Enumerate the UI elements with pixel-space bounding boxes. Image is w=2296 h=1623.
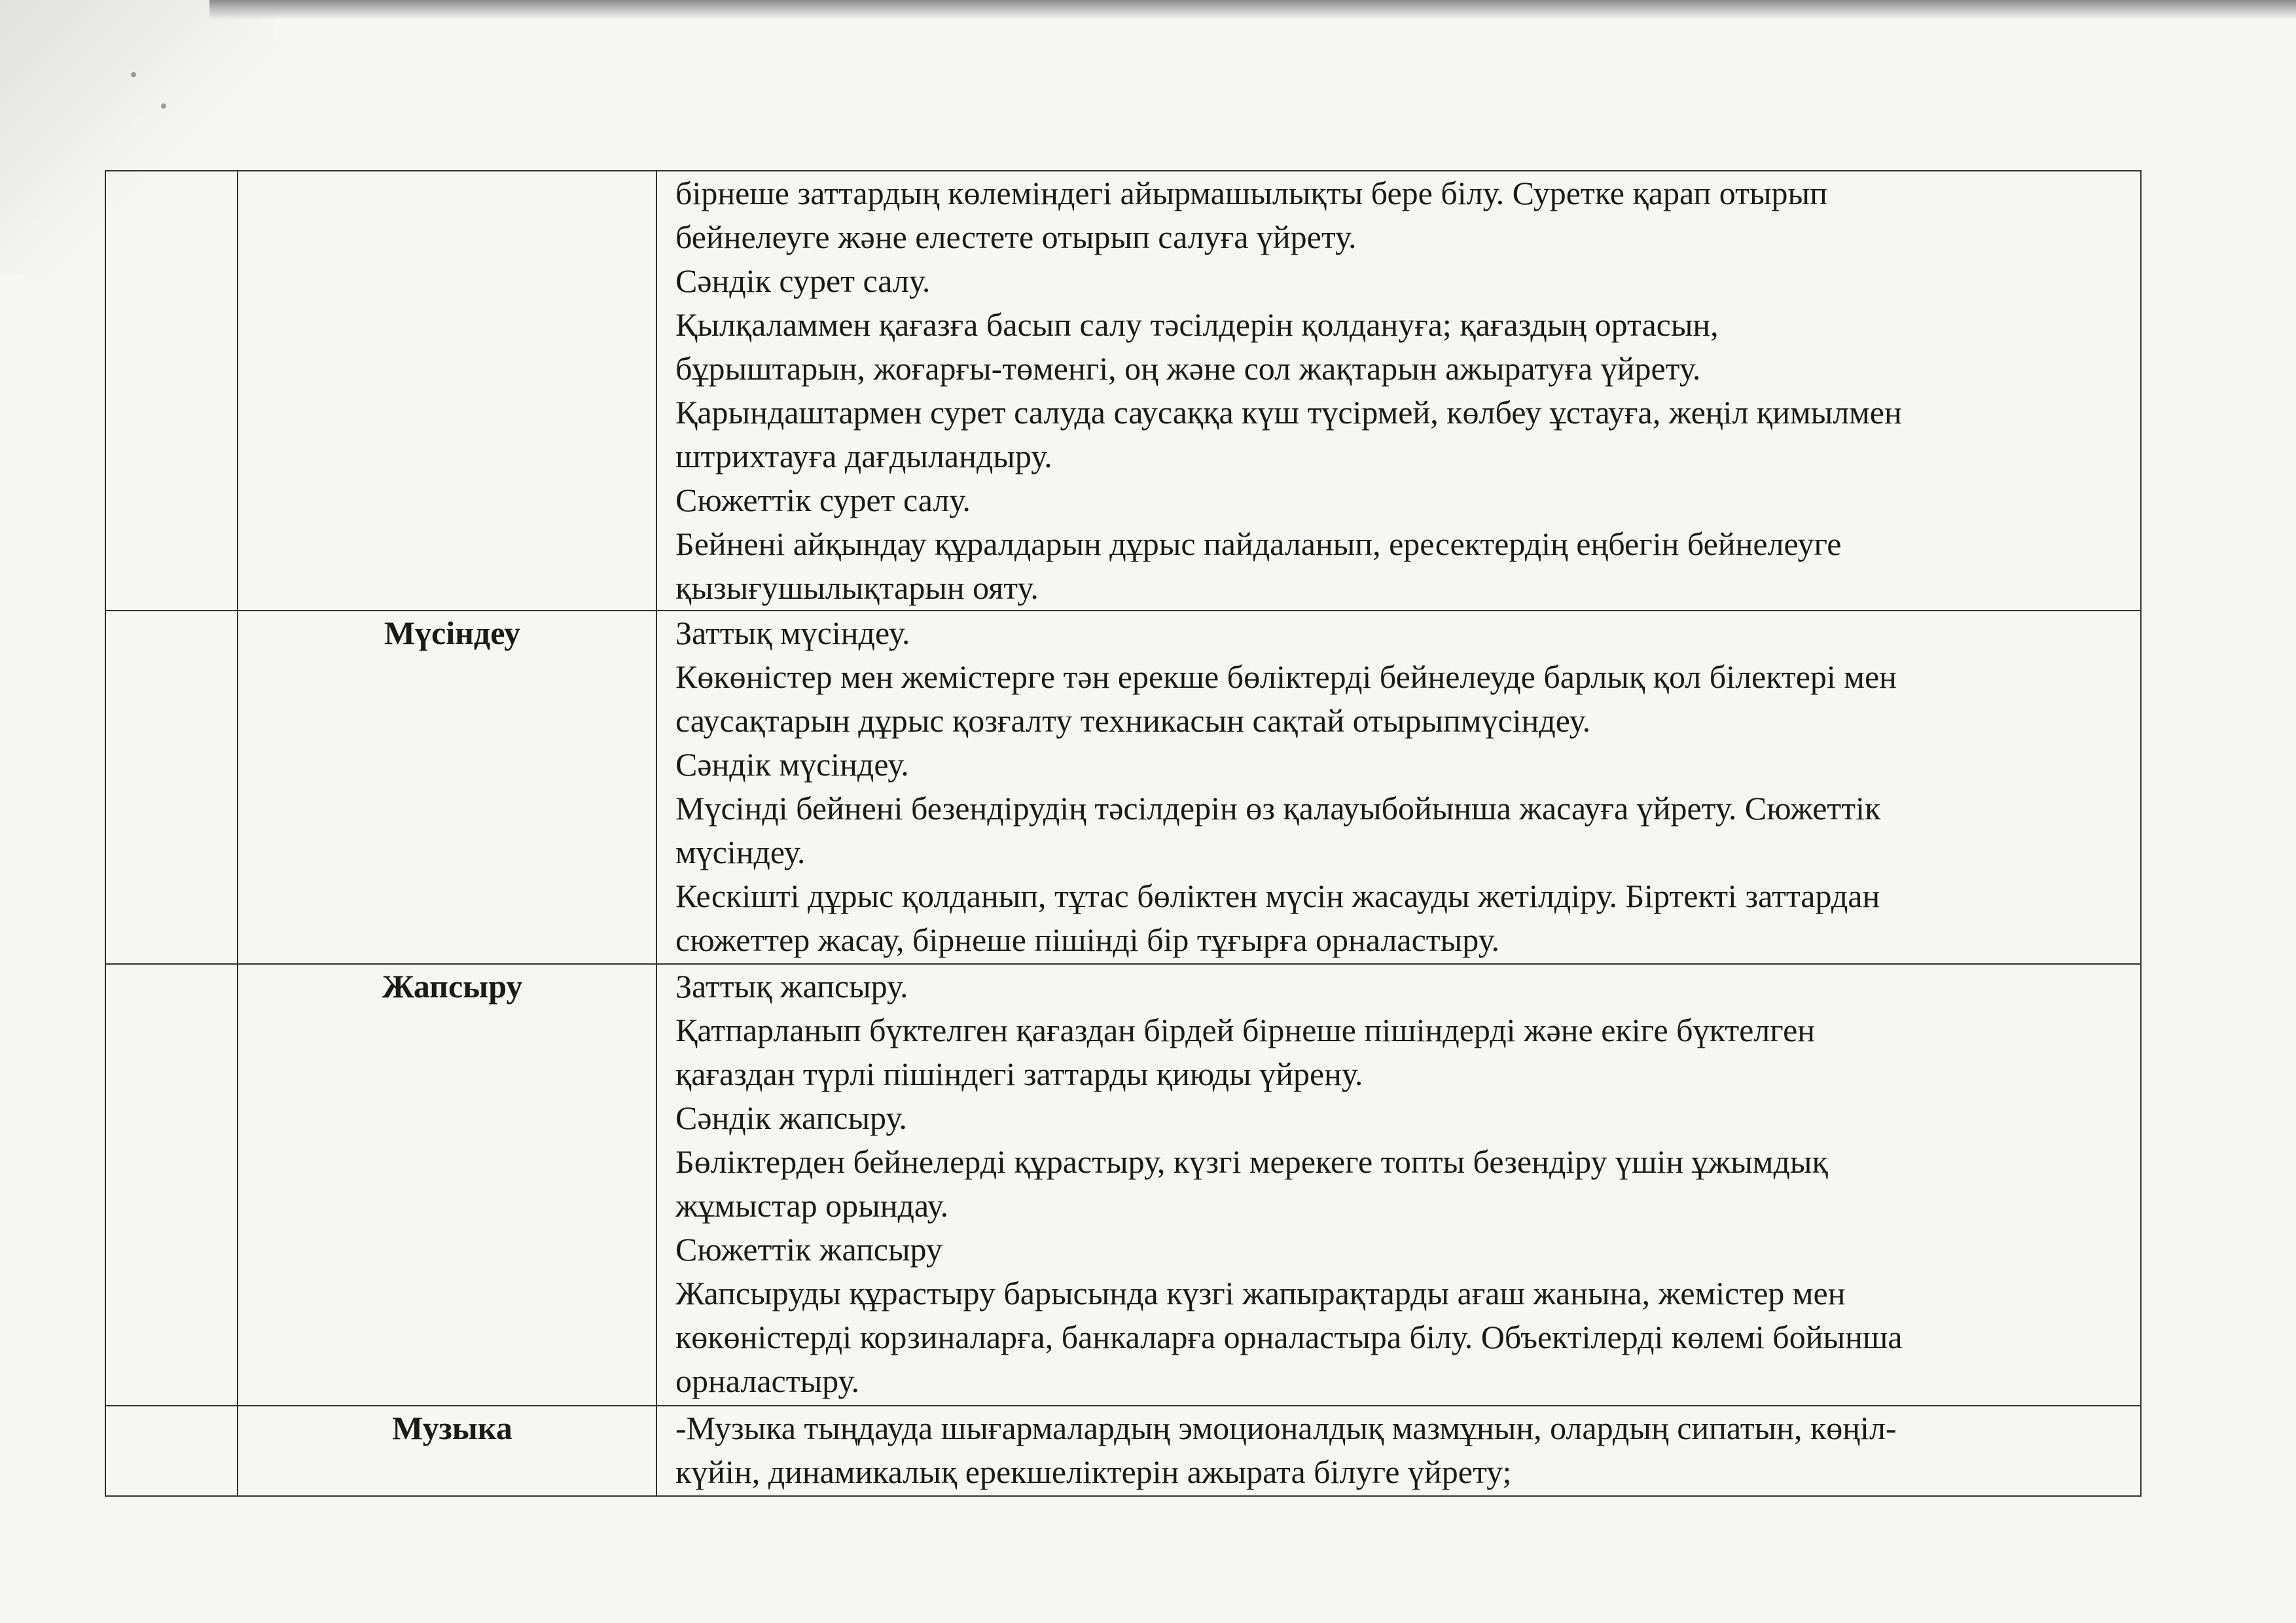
content-line: Жапсыруды құрастыру барысында күзгі жапырақтарды ағаш жанына, жемістер мен bbox=[675, 1275, 1846, 1311]
table-row bbox=[105, 964, 2141, 1406]
content-line: саусақтарын дұрыс қозғалту техникасын сақтай отырыпмүсіндеу. bbox=[675, 702, 1591, 739]
empty-cell bbox=[105, 1406, 238, 1496]
content-line: Қатпарланып бүктелген қағаздан бірдей бірнеше пішіндерді және екіге бүктелген bbox=[675, 1012, 1816, 1048]
content-line: жұмыстар орындау. bbox=[675, 1187, 949, 1224]
content-line: Сюжеттік жапсыру bbox=[675, 1231, 942, 1268]
content-line: мүсіндеу. bbox=[675, 834, 806, 870]
content-line: Заттық мүсіндеу. bbox=[675, 615, 910, 651]
content-line: Бейнені айқындау құралдарын дұрыс пайдаланып, ересектердің еңбегін бейнелеуге bbox=[675, 526, 1842, 562]
content-line: Кескішті дұрыс қолданып, тұтас бөліктен мүсін жасауды жетілдіру. Біртекті заттардан bbox=[675, 878, 1880, 914]
content-line: қағаздан түрлі пішіндегі заттарды қиюды үйрену. bbox=[675, 1056, 1363, 1092]
content-line: Қылқаламмен қағазға басып салу тәсілдерін қолдануға; қағаздың ортасын, bbox=[675, 306, 1719, 343]
content-line: Заттық жапсыру. bbox=[675, 968, 908, 1005]
content-line: бейнелеуге және елестете отырып салуға үйрету. bbox=[675, 219, 1357, 255]
content-line: күйін, динамикалық ерекшеліктерін ажырата білуге үйрету; bbox=[675, 1454, 1512, 1490]
section-title: Жапсыру bbox=[238, 964, 656, 1406]
section-title: Музыка bbox=[238, 1406, 656, 1496]
table-row bbox=[105, 1406, 2141, 1496]
empty-cell bbox=[105, 171, 238, 611]
content-line: Сәндік жапсыру. bbox=[675, 1099, 907, 1136]
content-line: Қарындаштармен сурет салуда саусаққа күш түсірмей, көлбеу ұстауға, жеңіл қимылмен bbox=[675, 394, 1902, 431]
content-line: Сәндік мүсіндеу. bbox=[675, 746, 909, 783]
content-cell bbox=[656, 1406, 2141, 1496]
content-line: штрихтауға дағдыландыру. bbox=[675, 438, 1052, 474]
content-line: Сәндік сурет салу. bbox=[675, 262, 931, 299]
scan-edge bbox=[209, 0, 2296, 20]
empty-cell bbox=[105, 611, 238, 964]
content-cell bbox=[656, 964, 2141, 1406]
content-line: Бөліктерден бейнелерді құрастыру, күзгі мерекеге топты безендіру үшін ұжымдық bbox=[675, 1143, 1828, 1180]
content-line: Сюжеттік сурет салу. bbox=[675, 482, 971, 518]
content-line: -Музыка тыңдауда шығармалардың эмоционалдық мазмұнын, олардың сипатын, көңіл- bbox=[675, 1410, 1897, 1446]
content-line: қызығушылықтарын ояту. bbox=[675, 569, 1039, 606]
content-line: бұрыштарын, жоғарғы-төменгі, оң және сол жақтарын ажыратуға үйрету. bbox=[675, 350, 1701, 387]
content-line: орналастыру. bbox=[675, 1363, 860, 1399]
section-title: Мүсіндеу bbox=[238, 611, 656, 964]
empty-cell bbox=[105, 964, 238, 1406]
content-line: сюжеттер жасау, бірнеше пішінді бір тұғырға орналастыру. bbox=[675, 921, 1500, 958]
content-line: Мүсінді бейнені безендірудің тәсілдерін өз қалауыбойынша жасауға үйрету. Сюжеттік bbox=[675, 790, 1881, 827]
section-title bbox=[238, 171, 656, 611]
content-cell bbox=[656, 611, 2141, 964]
content-cell bbox=[656, 171, 2141, 611]
content-line: бірнеше заттардың көлеміндегі айырмашылықты бере білу. Суретке қарап отырып bbox=[675, 175, 1827, 211]
content-line: Көкөністер мен жемістерге тән ерекше бөліктерді бейнелеуде барлық қол білектері мен bbox=[675, 658, 1897, 695]
content-line: көкөністерді корзиналарға, банкаларға орналастыра білу. Объектілерді көлемі бойынша bbox=[675, 1319, 1903, 1355]
scan-speck bbox=[131, 72, 136, 77]
table-row bbox=[105, 171, 2141, 611]
curriculum-table bbox=[105, 170, 2142, 1497]
table-row bbox=[105, 611, 2141, 964]
scan-speck bbox=[161, 103, 166, 109]
